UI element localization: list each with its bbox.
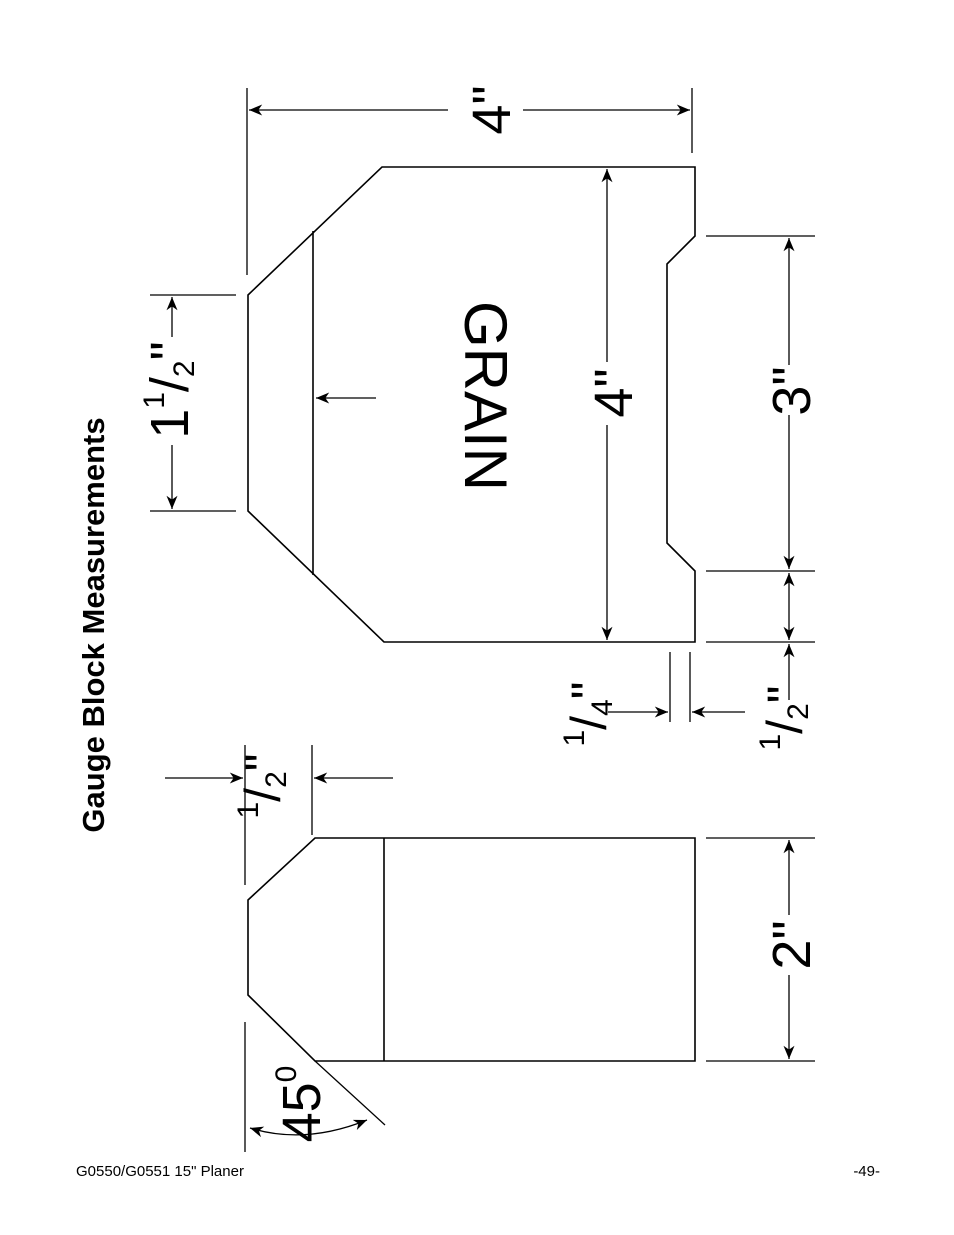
- slot-dimensions: [706, 236, 815, 700]
- small-block-outline: [248, 838, 695, 1061]
- grain-label: GRAIN: [452, 300, 519, 492]
- quarter-gap-label: $^1$/4": [558, 681, 619, 747]
- footer-page-number: -49-: [853, 1163, 880, 1180]
- top-width-label: 4": [462, 85, 522, 135]
- chamfer-face-label: $1^1/2$": [138, 341, 201, 439]
- small-thickness-label: $^1$/2": [232, 753, 293, 819]
- quarter-gap-dimension: [608, 652, 745, 722]
- small-width-label: 2": [762, 920, 822, 970]
- small-gauge-block: [248, 838, 695, 1061]
- slot-length-label: 3": [762, 366, 822, 416]
- body-height-label: 4": [584, 368, 644, 418]
- chamfer-angle-label: $45^0$: [270, 1065, 332, 1143]
- footer-model: G0550/G0551 15" Planer: [76, 1163, 244, 1180]
- page-title: Gauge Block Measurements: [76, 417, 111, 833]
- half-gap-label: $^1$/2": [754, 685, 815, 751]
